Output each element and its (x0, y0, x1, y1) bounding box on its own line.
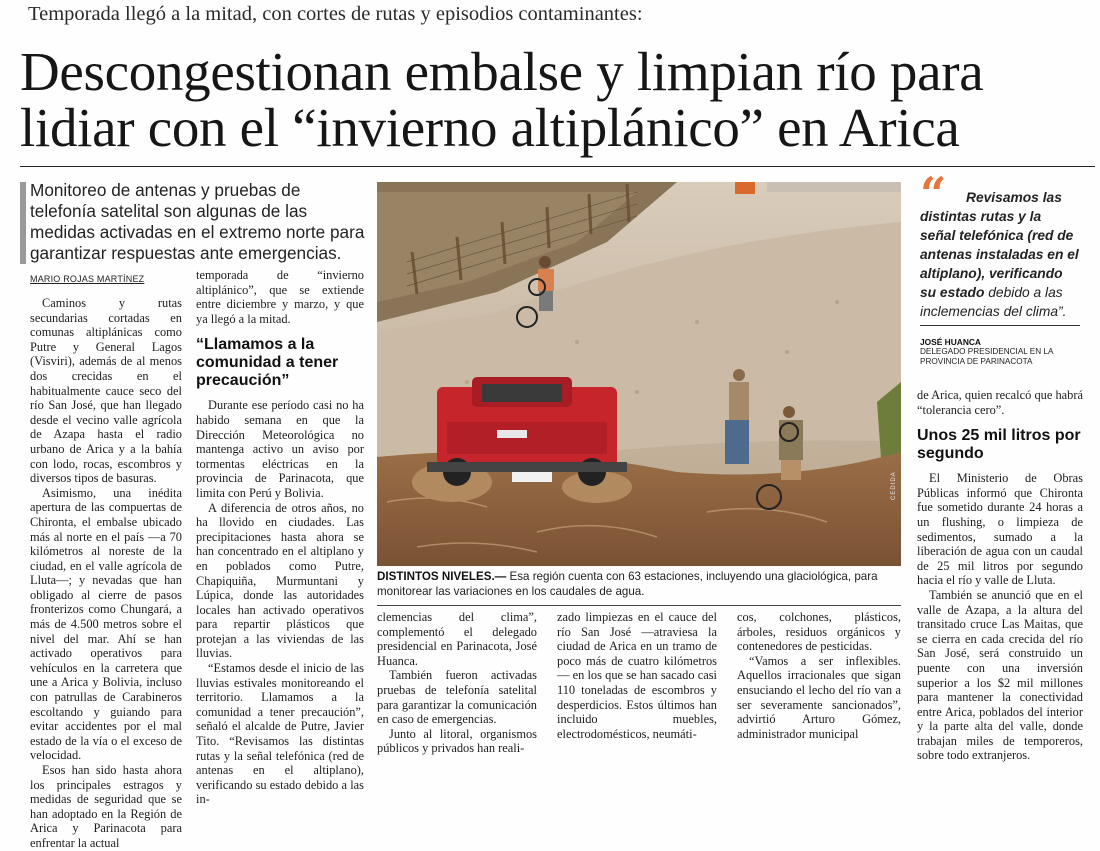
paragraph: “Estamos desde el inicio de las lluvias estivales monitoreando el territorio. Llamamos a la comunidad a tener precaución”, señaló el alcalde de Putre, Javier Tito. “Revisamos las distintas rutas y la señal telefónica (red de antenas en el altiplano), verificando su estado debido a las in- (196, 661, 364, 807)
photo-caption (377, 570, 901, 599)
article-column-3 (377, 610, 537, 756)
photo-credit: CEDIDA (891, 471, 897, 500)
article-column-6 (917, 388, 1083, 763)
paragraph: Durante ese período casi no ha habido semana en que la Dirección Meteorológica no mantenga activo un aviso por tormentas eléctricas en la provincia de Parinacota, que limita con Perú y Bolivia. (196, 398, 364, 500)
subhead: Unos 25 mil litros por segundo (917, 427, 1081, 463)
pull-quote-divider (920, 325, 1080, 326)
paragraph: Esos han sido hasta ahora los principales estragos y medidas de seguridad que se han adoptado en la Región de Arica y Parinacota para enfrentar la actual (30, 763, 182, 850)
caption-divider (377, 605, 901, 606)
article-column-1 (30, 296, 182, 851)
paragraph: temporada de “invierno altiplánico”, que se extiende entre diciembre y marzo, y que ya llegó a la mitad. (196, 268, 364, 326)
article-column-5 (737, 610, 901, 741)
headline: Descongestionan embalse y limpian río para lidiar con el “invierno altiplánico” en Arica (20, 41, 984, 158)
paragraph: También fueron activadas pruebas de telefonía satelital para garantizar la comunicación en caso de emergencias. (377, 668, 537, 727)
deck-accent-bar (20, 182, 26, 264)
pull-quote (920, 188, 1080, 321)
article-column-2 (196, 268, 364, 807)
paragraph: cos, colchones, plásticos, árboles, residuos orgánicos y contenedores de pesticidas. (737, 610, 901, 654)
article-column-4 (557, 610, 717, 741)
caption-text: Esa región cuenta con 63 estaciones, incluyendo una glaciológica, para monitorear las variaciones en los caudales de agua. (377, 570, 878, 598)
paragraph: de Arica, quien recalcó que habrá “tolerancia cero”. (917, 388, 1083, 417)
flood-crossing-illustration (377, 182, 901, 566)
paragraph: clemencias del clima”, complementó el delegado presidencial en Parinacota, José Huanca. (377, 610, 537, 668)
quote-mark-icon: “ (920, 167, 947, 221)
paragraph: Caminos y rutas secundarias cortadas en comunas altiplánicas como Putre y General Lagos (Visviri), además de al menos dos crecidas en el habitualmente cauce seco del río San José, que han llegado desde el vecino valle agrícola de Azapa hasta el radio urbano de Arica y a la bahía con lodo, rocas, escombros y diversos tipos de basuras. (30, 296, 182, 486)
kicker: Temporada llegó a la mitad, con cortes de rutas y episodios contaminantes: (28, 3, 643, 25)
red-pickup-truck (427, 377, 627, 486)
paragraph: zado limpiezas en el cauce del río San José —atraviesa la ciudad de Arica en un tramo de poco más de cuatro kilómetros— en los que se han sacado casi 110 toneladas de escombros y desperdicios. Estos últimos han incluido muebles, electrodomésticos, neumáti- (557, 610, 717, 741)
deck: Monitoreo de antenas y pruebas de telefonía satelital son algunas de las medidas activadas en el extremo norte para garantizar respuestas ante emergencias. (30, 180, 365, 263)
paragraph: Asimismo, una inédita apertura de las compuertas de Chironta, el embalse ubicado más al norte en el país —a 70 kilómetros al noreste de la ciudad, en el valle agrícola de Lluta—; y nevadas que han obligado al cierre de pasos fronterizos como Chungará, a más de 4.500 metros sobre el nivel del mar. Ahí se han activado operativos para vehículos en la carretera que une a Arica y Bolivia, incluso con patrullas de Carabineros escoltando y guiando para evitar accidentes por el mal estado de la vía o el exceso de velocidad. (30, 485, 182, 763)
paragraph: Junto al litoral, organismos públicos y privados han reali- (377, 726, 537, 756)
pull-quote-name: JOSÉ HUANCA (920, 337, 981, 347)
pull-quote-regular: debido a las inclemencias del clima”. (920, 285, 1067, 319)
caption-lead: DISTINTOS NIVELES.— (377, 570, 507, 583)
paragraph: El Ministerio de Obras Públicas informó que Chironta fue sometido durante 24 horas a un flushing, o limpieza de sedimentos, sumado a la liberación de agua con un caudal de 25 mil litros por segundo hacia el río y valle de Lluta. (917, 471, 1083, 588)
pull-quote-role: DELEGADO PRESIDENCIAL EN LA PROVINCIA DE PARINACOTA (920, 347, 1054, 366)
pull-quote-bold: Revisamos las distintas rutas y la señal telefónica (red de antenas instaladas en el altiplano), verificando su estado (920, 190, 1079, 300)
paragraph: A diferencia de otros años, no ha llovido en ciudades. Las precipitaciones hasta ahora se han concentrado en el altiplano y en poblados como Putre, Chapiquiña, Murmuntani y Lúpica, donde las autoridades locales han activado operativos para repartir plásticos que protejan a las viviendas de las lluvias. (196, 500, 364, 661)
subhead: “Llamamos a la comunidad a tener precaución” (196, 336, 339, 390)
paragraph: “Vamos a ser inflexibles. Aquellos irracionales que sigan ensuciando el lecho del río van a ser severamente sancionados”, advirtió Arturo Gómez, administrador municipal (737, 653, 901, 741)
byline: MARIO ROJAS MARTÍNEZ (30, 274, 145, 284)
paragraph: También se anunció que en el valle de Azapa, a la altura del transitado cruce Las Maitas, que se cierra en cada crecida del río San José, será construido un puente con una inversión superior a los $2 mil millones para mantener la conectividad entre Arica, poblados del interior y la parte alta del valle, donde trabajan miles de temporeros, sobre todo extranjeros. (917, 587, 1083, 763)
news-photo (377, 182, 901, 566)
